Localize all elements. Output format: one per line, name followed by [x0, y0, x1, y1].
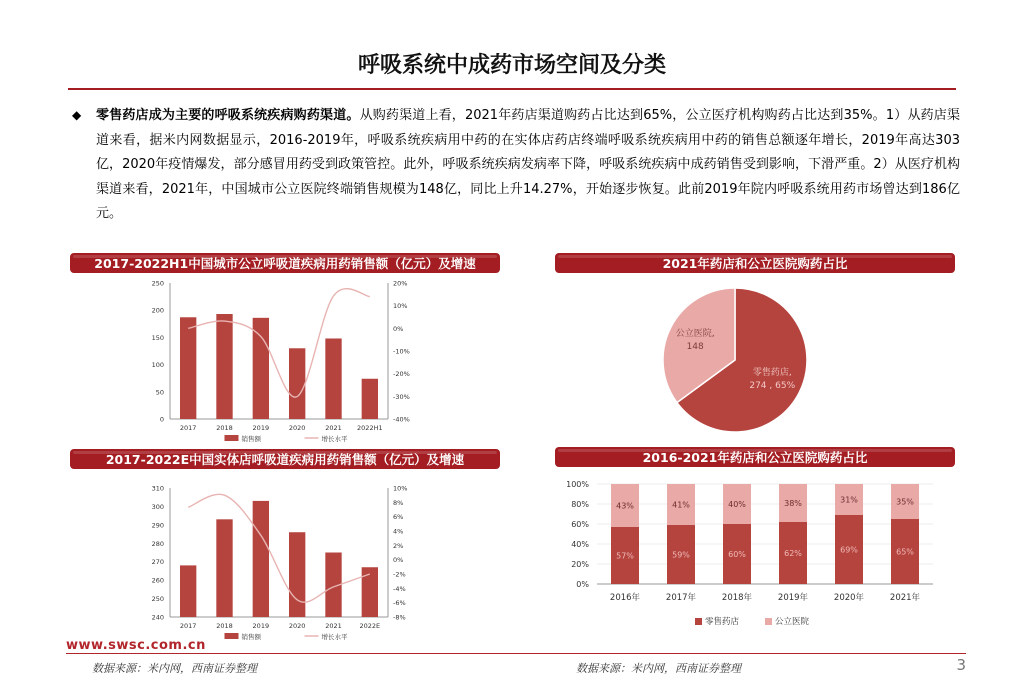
y-tick-label: 300	[151, 502, 164, 511]
legend-swatch	[765, 618, 772, 625]
bar-mark	[253, 501, 269, 617]
y2-tick-label: -8%	[393, 613, 406, 622]
y-tick-label: 100%	[566, 480, 589, 489]
y-tick-label: 200	[151, 306, 164, 315]
segment-label: 40%	[728, 500, 746, 509]
segment-label: 31%	[840, 495, 858, 505]
segment-label: 41%	[672, 500, 690, 510]
x-tick-label: 2018	[216, 424, 233, 432]
segment-label: 62%	[784, 549, 802, 558]
chart-stacked-title: 2016-2021年药店和公立医院购药占比	[555, 447, 955, 467]
bar-mark	[180, 565, 196, 617]
title-divider	[68, 88, 956, 90]
x-tick-label: 2018年	[721, 593, 753, 603]
pie-label-value: 148	[686, 341, 704, 352]
y-tick-label: 260	[151, 576, 164, 585]
company-logo: www.swsc.com.cn	[66, 638, 206, 653]
y2-tick-label: 10%	[393, 302, 408, 311]
footer-divider	[66, 653, 966, 654]
x-tick-label: 2021	[325, 622, 342, 630]
x-tick-label: 2017年	[665, 593, 697, 603]
segment-label: 35%	[896, 497, 914, 507]
y2-tick-label: 20%	[393, 279, 408, 288]
y2-tick-label: -20%	[393, 370, 410, 379]
y2-tick-label: -2%	[393, 570, 406, 579]
source-note-left: 数据来源：米内网，西南证券整理	[92, 662, 257, 675]
x-tick-label: 2018	[216, 622, 233, 630]
segment-label: 69%	[840, 545, 858, 555]
y2-tick-label: 6%	[393, 513, 404, 522]
x-tick-label: 2019	[252, 622, 270, 630]
y-tick-label: 270	[151, 558, 164, 567]
legend-label: 公立医院	[775, 617, 810, 627]
y-tick-label: 100	[151, 361, 164, 370]
x-tick-label: 2022H1	[357, 424, 383, 432]
bar-mark	[289, 348, 305, 419]
bar-mark	[325, 338, 341, 419]
segment-label: 60%	[728, 550, 746, 559]
bullet-diamond-icon: ◆	[72, 108, 82, 122]
y-tick-label: 0	[159, 415, 164, 424]
pie-label-value: 274 , 65%	[749, 380, 796, 391]
chart-retail-title: 2017-2022E中国实体店呼吸道疾病用药销售额（亿元）及增速	[70, 449, 500, 469]
legend-line-label: 增长水平	[321, 633, 348, 641]
y-tick-label: 250	[151, 595, 164, 604]
x-tick-label: 2020年	[833, 593, 865, 603]
chart-pie	[568, 280, 948, 440]
page-number: 3	[956, 656, 966, 674]
y-tick-label: 60%	[571, 520, 589, 529]
growth-line	[188, 289, 370, 397]
legend-bar-label: 销售额	[241, 633, 261, 641]
x-tick-label: 2020	[288, 622, 306, 630]
bar-mark	[180, 317, 196, 419]
y2-tick-label: 0%	[393, 556, 404, 565]
segment-label: 65%	[896, 547, 914, 557]
x-tick-label: 2019	[252, 424, 270, 432]
legend-bar-swatch	[225, 435, 239, 441]
y2-tick-label: -6%	[393, 599, 406, 608]
y2-tick-label: -40%	[393, 415, 410, 424]
chart-hospital	[138, 276, 438, 446]
pie-label-name: 零售药店,	[752, 367, 792, 378]
bar-mark	[216, 519, 232, 617]
body-paragraph	[96, 104, 960, 227]
segment-label: 59%	[672, 550, 690, 560]
bar-mark	[362, 379, 378, 419]
chart-stacked	[555, 476, 955, 636]
paragraph-rest: 从购药渠道上看，2021年药店渠道购药占比达到65%，公立医疗机构购药占比达到35%。1）从药店渠道来看，据米内网数据显示，2016-2019年，呼吸系统疾病用中药的在实体店药店终端呼吸系统疾病用中药的销售总额逐年增长，2019年高达303亿，2020年疫情爆发，部分感冒用药受到政策管控。此外，呼吸系统疾病发病率下降，呼吸系统疾病中成药销售受到影响，下滑严重。2）从医疗机构渠道来看，2021年，中国城市公立医院终端销售规模为148亿，同比上升14.27%，开始逐步恢复。此前2019年院内呼吸系统用药市场曾达到186亿元。	[96, 108, 960, 222]
y-tick-label: 50	[155, 388, 164, 397]
page-title: 呼吸系统中成药市场空间及分类	[357, 53, 666, 78]
x-tick-label: 2019年	[777, 593, 809, 603]
y-tick-label: 310	[151, 484, 164, 493]
y-tick-label: 80%	[571, 500, 589, 509]
y-tick-label: 150	[151, 333, 164, 342]
segment-label: 57%	[616, 551, 634, 561]
y-tick-label: 40%	[571, 540, 589, 549]
x-tick-label: 2017	[179, 622, 197, 630]
y-tick-label: 0%	[576, 580, 589, 589]
x-tick-label: 2021	[325, 424, 342, 432]
y2-tick-label: 0%	[393, 324, 404, 333]
y2-tick-label: 8%	[393, 498, 404, 507]
legend-bar-label: 销售额	[241, 435, 261, 443]
legend-line-label: 增长水平	[321, 435, 348, 443]
y2-tick-label: 10%	[393, 484, 408, 493]
paragraph-lead: 零售药店成为主要的呼吸系统疾病购药渠道。	[96, 108, 360, 123]
x-tick-label: 2020	[288, 424, 306, 432]
legend-swatch	[695, 618, 702, 625]
x-tick-label: 2016年	[609, 593, 641, 603]
y-tick-label: 250	[151, 279, 164, 288]
y-tick-label: 290	[151, 521, 164, 530]
y2-tick-label: -4%	[393, 584, 406, 593]
x-tick-label: 2017	[179, 424, 197, 432]
chart-retail	[138, 482, 438, 642]
y-tick-label: 240	[151, 613, 164, 622]
pie-label-name: 公立医院,	[675, 328, 715, 339]
bar-mark	[216, 314, 232, 419]
chart-pie-title: 2021年药店和公立医院购药占比	[555, 253, 955, 273]
y-tick-label: 20%	[571, 560, 589, 569]
growth-line	[188, 494, 370, 602]
legend-bar-swatch	[225, 633, 239, 639]
source-note-right: 数据来源：米内网，西南证券整理	[576, 662, 741, 675]
segment-label: 43%	[616, 501, 634, 511]
y-tick-label: 280	[151, 539, 164, 548]
x-tick-label: 2021年	[889, 593, 921, 603]
y2-tick-label: -10%	[393, 347, 410, 356]
y2-tick-label: 2%	[393, 541, 404, 550]
chart-hospital-title: 2017-2022H1中国城市公立呼吸道疾病用药销售额（亿元）及增速	[70, 253, 500, 273]
y2-tick-label: 4%	[393, 527, 404, 536]
x-tick-label: 2022E	[359, 622, 381, 630]
legend-label: 零售药店	[705, 617, 740, 627]
y2-tick-label: -30%	[393, 392, 410, 401]
segment-label: 38%	[784, 499, 802, 508]
bar-mark	[253, 318, 269, 419]
bar-mark	[289, 532, 305, 617]
